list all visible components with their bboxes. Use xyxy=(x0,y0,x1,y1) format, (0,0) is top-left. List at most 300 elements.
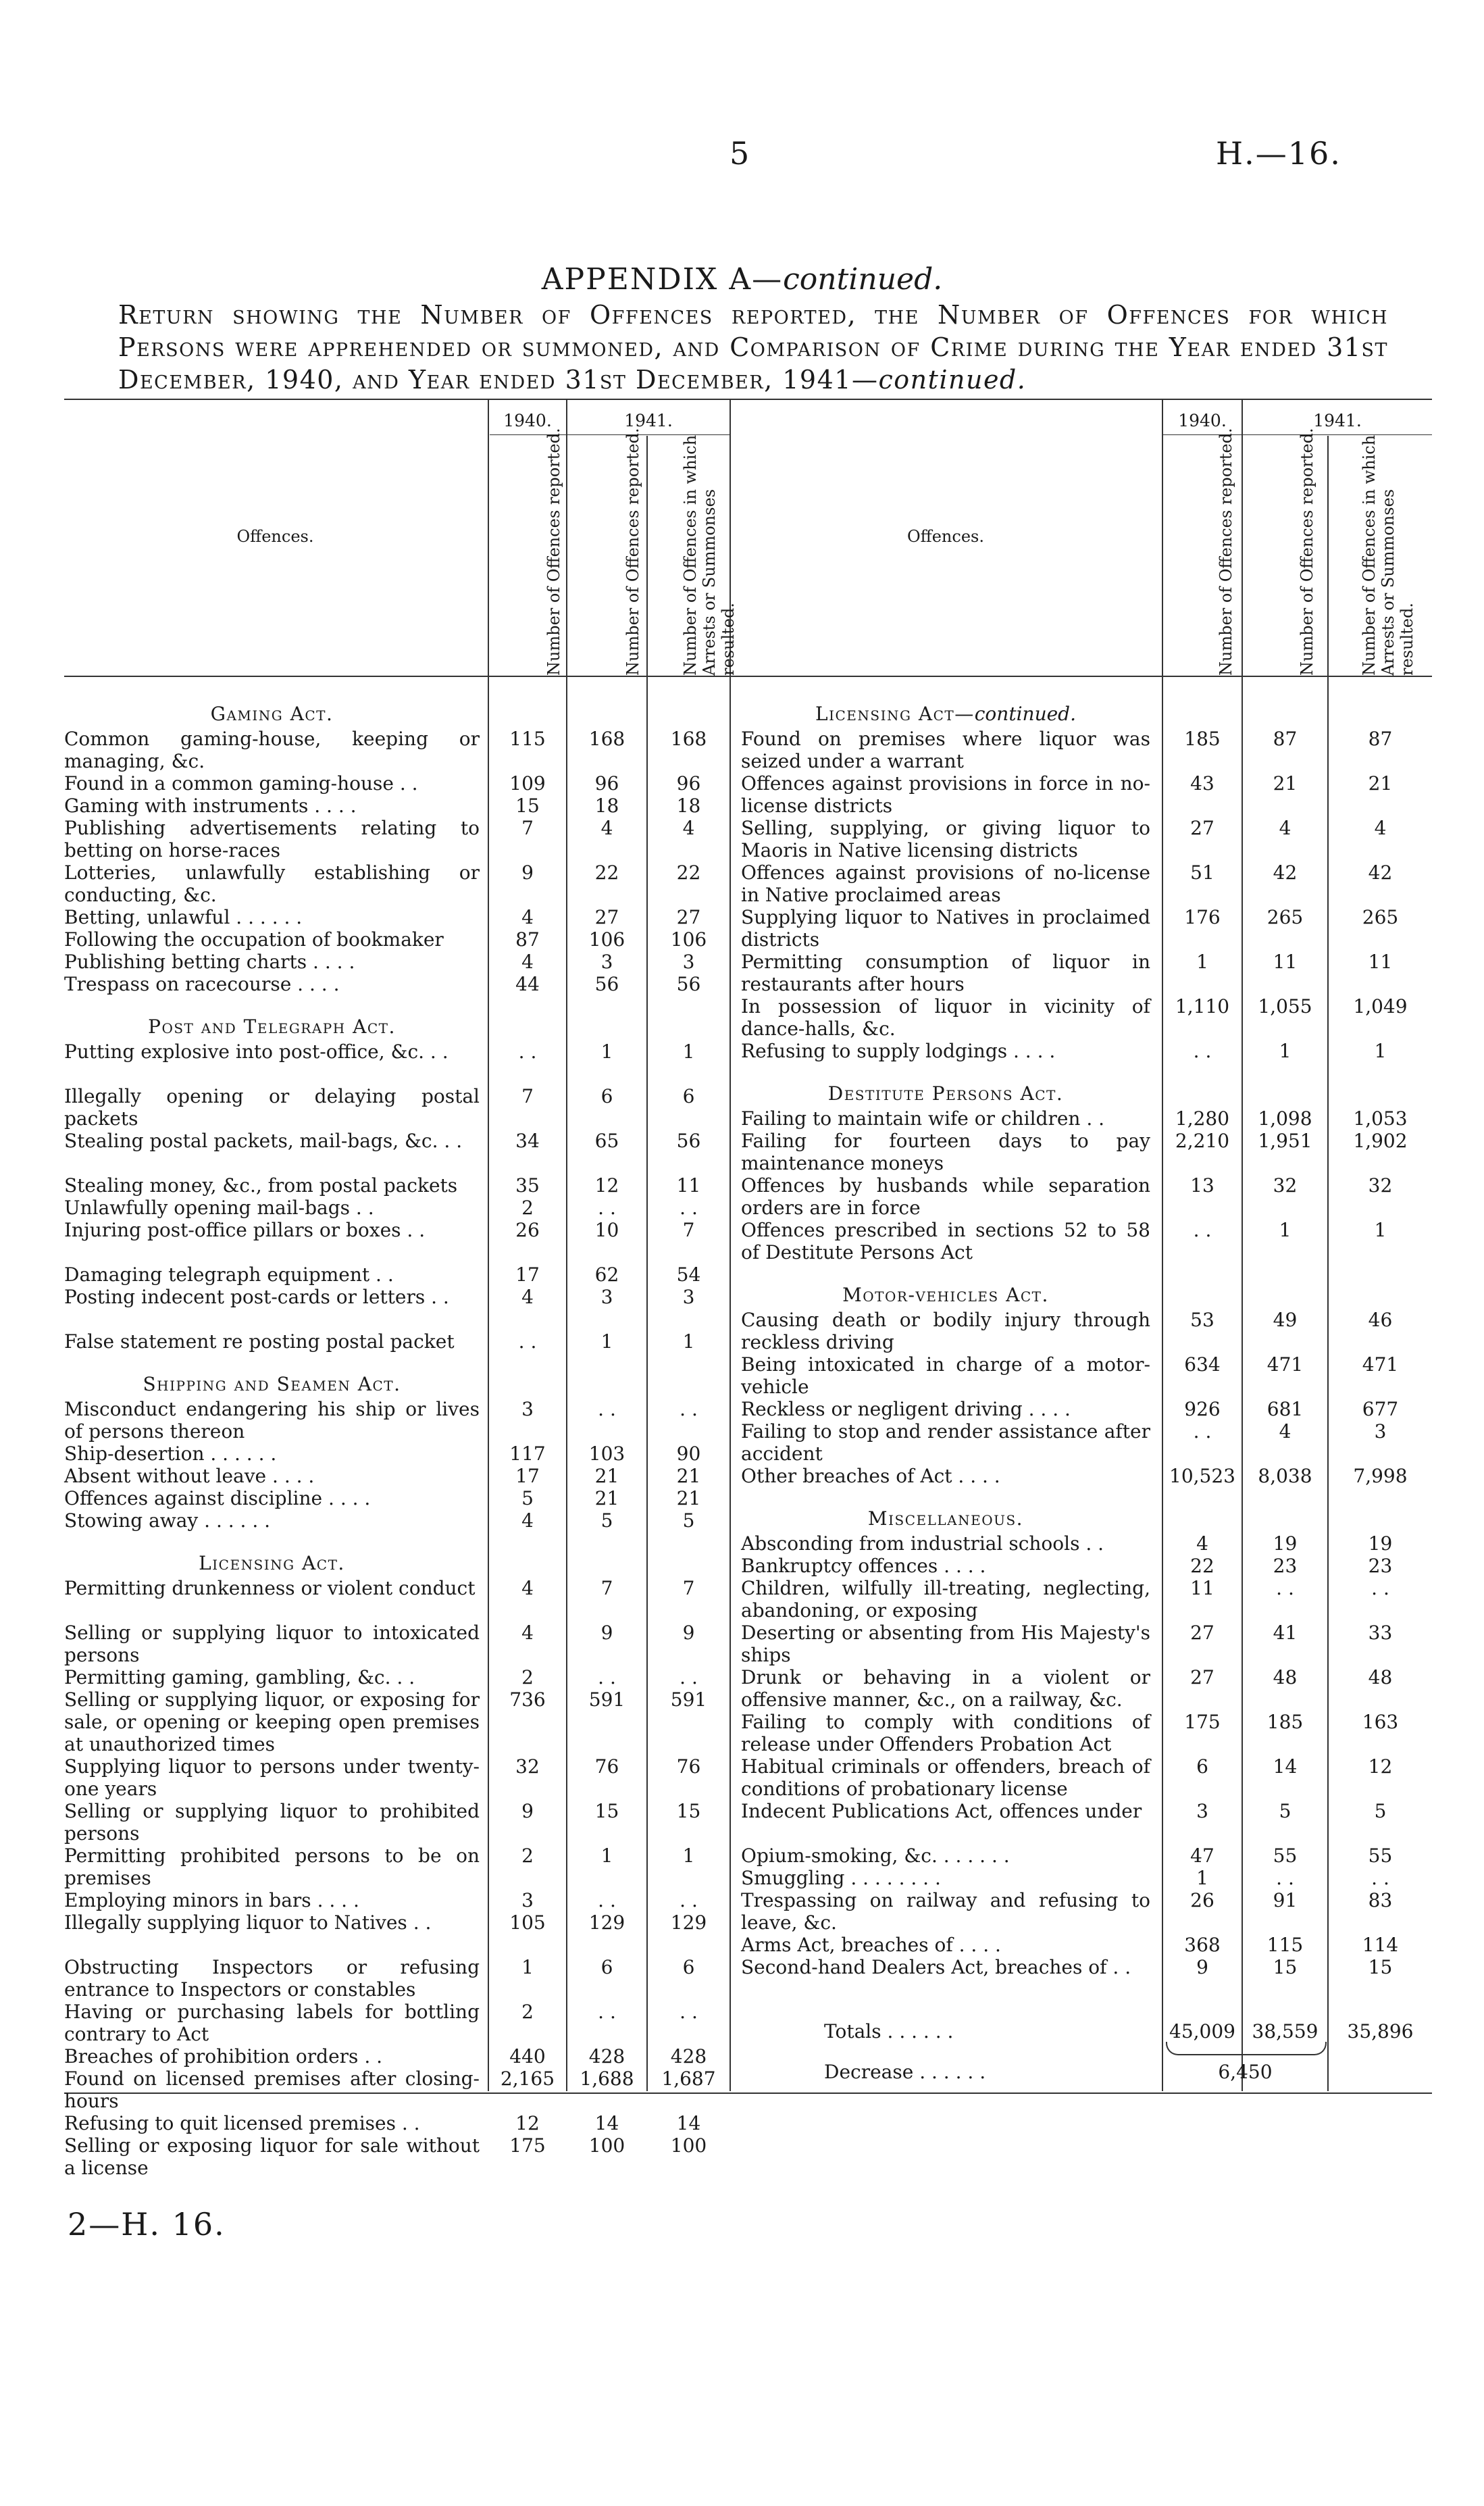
offences-1940: . . xyxy=(518,1041,537,1063)
offences-1941: 3 xyxy=(600,1286,613,1308)
offence-name: Opium-smoking, &c. . . . . . . xyxy=(741,1845,1010,1867)
offences-1941: 1 xyxy=(1279,1040,1291,1062)
offences-1941: 23 xyxy=(1273,1555,1298,1577)
offence-name: Reckless or negligent driving . . . . xyxy=(741,1398,1071,1420)
offence-name: Putting explosive into post-office, &c. . . xyxy=(64,1041,449,1063)
offence-name: Failing to maintain wife or children . . xyxy=(741,1107,1105,1130)
offences-1940: 2 xyxy=(521,1845,534,1867)
resulted-1941-header-left: Number of Offences in which Arrests or Summonses resulted. xyxy=(681,434,738,676)
offence-name: Found in a common gaming-house . . xyxy=(64,772,418,795)
offences-1941: . . xyxy=(598,1398,616,1420)
appendix-label: APPENDIX A— xyxy=(541,262,784,297)
offences-resulted: 21 xyxy=(676,1487,701,1509)
offences-resulted: 15 xyxy=(676,1800,701,1822)
section-title-text: Licensing Act— xyxy=(815,703,975,725)
offences-1941: 5 xyxy=(600,1509,613,1532)
offence-name: Gaming with instruments . . . . xyxy=(64,795,357,817)
offences-1941: 22 xyxy=(594,861,619,884)
offences-resulted: 428 xyxy=(670,2045,707,2068)
offence-name: Offences by husbands while separation orders are in force xyxy=(741,1174,1150,1219)
section-title-text: Shipping and Seamen Act. xyxy=(143,1373,401,1395)
totals-1940: 45,009 xyxy=(1169,2020,1235,2043)
section-title xyxy=(64,1552,480,1574)
offence-name: False statement re posting postal packet xyxy=(64,1330,455,1353)
offence-name: Failing for fourteen days to pay maintenance moneys xyxy=(741,1130,1150,1174)
offences-resulted: 11 xyxy=(1368,951,1393,973)
offences-1941: 3 xyxy=(600,951,613,973)
section-title-text: Destitute Persons Act. xyxy=(827,1082,1064,1105)
offences-1940: 634 xyxy=(1184,1353,1221,1376)
offence-name: Arms Act, breaches of . . . . xyxy=(741,1934,1001,1956)
offences-resulted: 96 xyxy=(676,772,701,795)
year-1941-right: 1941. xyxy=(1313,411,1362,430)
offence-name: Found on licensed premises after closing-hours xyxy=(64,2068,480,2112)
offences-resulted: 54 xyxy=(676,1263,701,1286)
offence-name: Employing minors in bars . . . . xyxy=(64,1889,359,1911)
offences-1940: 53 xyxy=(1190,1309,1214,1331)
offences-1941: 65 xyxy=(594,1130,619,1152)
offences-1940: 926 xyxy=(1184,1398,1221,1420)
offence-name: Smuggling . . . . . . . . xyxy=(741,1867,941,1889)
offences-1941: 1 xyxy=(1279,1219,1291,1241)
offences-1940: 51 xyxy=(1190,861,1214,884)
section-title-text: Gaming Act. xyxy=(210,703,334,725)
offences-resulted: 12 xyxy=(1368,1755,1393,1778)
offence-name: Offences against provisions of no-license in Native proclaimed areas xyxy=(741,861,1150,906)
offences-1940: 4 xyxy=(521,1622,534,1644)
offence-name: Breaches of prohibition orders . . xyxy=(64,2045,383,2068)
offences-1940: 26 xyxy=(1190,1889,1214,1911)
year-1940-left: 1940. xyxy=(503,411,552,430)
offences-1941: . . xyxy=(598,1197,616,1219)
offences-1941: 9 xyxy=(600,1622,613,1644)
offences-resulted: 4 xyxy=(682,817,695,839)
offences-1940: 6 xyxy=(1196,1755,1208,1778)
offence-name: Unlawfully opening mail-bags . . xyxy=(64,1197,374,1219)
offences-1941: . . xyxy=(1276,1867,1294,1889)
offences-1940: 3 xyxy=(521,1889,534,1911)
section-title-text: Post and Telegraph Act. xyxy=(148,1016,396,1038)
offences-1940: 1,110 xyxy=(1175,995,1230,1018)
offences-resulted: 3 xyxy=(1374,1420,1387,1443)
offences-resulted: 33 xyxy=(1368,1622,1393,1644)
offences-1941: 1,951 xyxy=(1258,1130,1312,1152)
decrease-value: 6,450 xyxy=(1218,2061,1273,2083)
offences-1940: 13 xyxy=(1190,1174,1214,1197)
offences-1940: 175 xyxy=(1184,1711,1221,1733)
offences-1940: 368 xyxy=(1184,1934,1221,1956)
offences-1941: 32 xyxy=(1273,1174,1298,1197)
offences-1940: . . xyxy=(1193,1219,1212,1241)
offences-resulted: 1 xyxy=(682,1330,695,1353)
offences-1940: 736 xyxy=(509,1688,546,1711)
offences-1940: 44 xyxy=(515,973,540,995)
offences-1941: 428 xyxy=(588,2045,625,2068)
section-title xyxy=(741,703,1150,725)
section-title xyxy=(64,703,480,725)
offences-1941: 6 xyxy=(600,1085,613,1107)
offence-name: In possession of liquor in vicinity of dance-halls, &c. xyxy=(741,995,1150,1040)
offences-1941: 6 xyxy=(600,1956,613,1978)
offence-name: Causing death or bodily injury through reckless driving xyxy=(741,1309,1150,1353)
offences-resulted: 5 xyxy=(1374,1800,1387,1822)
offences-1940: 4 xyxy=(521,1577,534,1599)
offences-1941: 19 xyxy=(1273,1532,1298,1555)
offences-1941: 91 xyxy=(1273,1889,1298,1911)
offences-resulted: 7,998 xyxy=(1353,1465,1408,1487)
offences-1941: . . xyxy=(598,1666,616,1688)
offences-1941: 1 xyxy=(600,1041,613,1063)
offences-1941: . . xyxy=(598,2001,616,2023)
offences-1940: 1,280 xyxy=(1175,1107,1230,1130)
offences-resulted: 1 xyxy=(682,1041,695,1063)
offence-name: Injuring post-office pillars or boxes . . xyxy=(64,1219,426,1241)
reported-1941-header-left: Number of Offences reported. xyxy=(623,428,642,676)
offences-1940: 34 xyxy=(515,1130,540,1152)
offences-resulted: . . xyxy=(680,2001,698,2023)
offences-resulted: 23 xyxy=(1368,1555,1393,1577)
offences-resulted: 591 xyxy=(670,1688,707,1711)
appendix-continued: continued. xyxy=(783,262,943,297)
year-1941-left: 1941. xyxy=(624,411,673,430)
offences-1941: 56 xyxy=(594,973,619,995)
header-bottom-rule xyxy=(64,676,1432,677)
offences-1940: 17 xyxy=(515,1465,540,1487)
offences-1940: 109 xyxy=(509,772,546,795)
offences-resulted: 677 xyxy=(1362,1398,1399,1420)
offences-1940: 2 xyxy=(521,1197,534,1219)
offences-resulted: 15 xyxy=(1368,1956,1393,1978)
offences-resulted: 46 xyxy=(1368,1309,1393,1331)
offences-1941: 12 xyxy=(594,1174,619,1197)
offences-1940: 35 xyxy=(515,1174,540,1197)
offences-1941: 5 xyxy=(1279,1800,1291,1822)
offences-1940: 4 xyxy=(521,951,534,973)
offences-1940: 43 xyxy=(1190,772,1214,795)
offence-name: Indecent Publications Act, offences under xyxy=(741,1800,1142,1822)
offence-name: Lotteries, unlawfully establishing or conducting, &c. xyxy=(64,861,480,906)
offences-1941: 76 xyxy=(594,1755,619,1778)
offences-resulted: 1,687 xyxy=(661,2068,716,2090)
offences-resulted: . . xyxy=(680,1398,698,1420)
page-footer: 2—H. 16. xyxy=(68,2206,226,2242)
offence-name: Common gaming-house, keeping or managing, &c. xyxy=(64,728,480,772)
offences-1940: 9 xyxy=(1196,1956,1208,1978)
offence-name: Children, wilfully ill-treating, neglecting, abandoning, or exposing xyxy=(741,1577,1150,1622)
offences-1940: 176 xyxy=(1184,906,1221,928)
offences-1941: 100 xyxy=(588,2134,625,2157)
offences-resulted: 11 xyxy=(676,1174,701,1197)
offence-name: Publishing advertisements relating to betting on horse-races xyxy=(64,817,480,861)
offences-1941: 115 xyxy=(1266,1934,1304,1956)
offence-name: Absconding from industrial schools . . xyxy=(741,1532,1104,1555)
offences-1940: 9 xyxy=(521,1800,534,1822)
offences-header-left: Offences. xyxy=(236,527,314,546)
offences-resulted: 9 xyxy=(682,1622,695,1644)
section-title xyxy=(64,1016,480,1038)
section-title xyxy=(64,1373,480,1395)
resulted-1941-header-right: Number of Offences in which Arrests or Summonses resulted. xyxy=(1360,434,1416,676)
offences-1941: 1,098 xyxy=(1258,1107,1312,1130)
table-title xyxy=(118,299,1388,396)
offences-1941: 62 xyxy=(594,1263,619,1286)
section-title-text: Licensing Act. xyxy=(199,1552,345,1574)
offences-1940: 4 xyxy=(521,906,534,928)
offences-1940: 12 xyxy=(515,2112,540,2134)
offences-resulted: 1 xyxy=(1374,1219,1387,1241)
offence-name: Selling or supplying liquor to prohibited persons xyxy=(64,1800,480,1845)
offences-resulted: 6 xyxy=(682,1956,695,1978)
offences-1940: 27 xyxy=(1190,1666,1214,1688)
offence-name: Refusing to quit licensed premises . . xyxy=(64,2112,420,2134)
col-line-r1 xyxy=(1162,399,1163,2091)
offences-resulted: 6 xyxy=(682,1085,695,1107)
offence-name: Failing to stop and render assistance after accident xyxy=(741,1420,1150,1465)
offences-resulted: 7 xyxy=(682,1219,695,1241)
reported-1940-header-right: Number of Offences reported. xyxy=(1217,428,1235,676)
offences-1941: 27 xyxy=(594,906,619,928)
offence-name: Offences prescribed in sections 52 to 58 of Destitute Persons Act xyxy=(741,1219,1150,1263)
section-title xyxy=(741,1507,1150,1530)
offences-1940: 15 xyxy=(515,795,540,817)
totals-label: Totals . . . . . . xyxy=(824,2020,954,2043)
offence-name: Stealing money, &c., from postal packets xyxy=(64,1174,458,1197)
offence-name: Bankruptcy offences . . . . xyxy=(741,1555,986,1577)
offences-resulted: 76 xyxy=(676,1755,701,1778)
offences-resulted: 168 xyxy=(670,728,707,750)
appendix-heading xyxy=(0,262,1484,297)
offences-1941: 48 xyxy=(1273,1666,1298,1688)
reported-1941-header-right: Number of Offences reported. xyxy=(1298,428,1316,676)
offence-name: Stowing away . . . . . . xyxy=(64,1509,271,1532)
offence-name: Permitting gaming, gambling, &c. . . xyxy=(64,1666,415,1688)
offence-name: Being intoxicated in charge of a motor-vehicle xyxy=(741,1353,1150,1398)
offences-resulted: 114 xyxy=(1362,1934,1399,1956)
offences-1941: 7 xyxy=(600,1577,613,1599)
offence-name: Absent without leave . . . . xyxy=(64,1465,315,1487)
offences-1940: 7 xyxy=(521,817,534,839)
offences-1941: . . xyxy=(1276,1577,1294,1599)
offences-1940: 27 xyxy=(1190,1622,1214,1644)
offences-1941: 4 xyxy=(1279,817,1291,839)
offences-resulted: 18 xyxy=(676,795,701,817)
offence-name: Permitting consumption of liquor in restaurants after hours xyxy=(741,951,1150,995)
offences-1940: 117 xyxy=(509,1443,546,1465)
offences-1941: 42 xyxy=(1273,861,1298,884)
offences-1941: 168 xyxy=(588,728,625,750)
offence-name: Selling or exposing liquor for sale without a license xyxy=(64,2134,480,2179)
offences-1940: 9 xyxy=(521,861,534,884)
offence-name: Other breaches of Act . . . . xyxy=(741,1465,1000,1487)
offences-1941: 18 xyxy=(594,795,619,817)
offences-1940: 2 xyxy=(521,2001,534,2023)
table-title-continued: continued. xyxy=(878,365,1027,395)
offence-name: Found on premises where liquor was seized under a warrant xyxy=(741,728,1150,772)
offences-resulted: 14 xyxy=(676,2112,701,2134)
offences-1940: 105 xyxy=(509,1911,546,1934)
offences-1940: 1 xyxy=(1196,1867,1208,1889)
offence-name: Supplying liquor to persons under twenty-one years xyxy=(64,1755,480,1800)
offences-1940: 175 xyxy=(509,2134,546,2157)
offences-1941: 87 xyxy=(1273,728,1298,750)
offences-1940: 11 xyxy=(1190,1577,1214,1599)
totals-1941: 38,559 xyxy=(1252,2020,1319,2043)
offences-1940: 27 xyxy=(1190,817,1214,839)
offences-1941: 8,038 xyxy=(1258,1465,1312,1487)
offences-1941: 41 xyxy=(1273,1622,1298,1644)
offences-1941: 106 xyxy=(588,928,625,951)
section-title-text: Motor-vehicles Act. xyxy=(842,1284,1049,1306)
offences-1941: 681 xyxy=(1266,1398,1304,1420)
offences-resulted: 48 xyxy=(1368,1666,1393,1688)
offence-name: Selling or supplying liquor to intoxicated persons xyxy=(64,1622,480,1666)
offences-1941: 49 xyxy=(1273,1309,1298,1331)
offences-resulted: 3 xyxy=(682,951,695,973)
offences-1941: 591 xyxy=(588,1688,625,1711)
offences-resulted: 1,053 xyxy=(1353,1107,1408,1130)
offence-name: Illegally opening or delaying postal packets xyxy=(64,1085,480,1130)
offence-name: Habitual criminals or offenders, breach of conditions of probationary license xyxy=(741,1755,1150,1800)
section-title xyxy=(741,1082,1150,1105)
offence-name: Obstructing Inspectors or refusing entrance to Inspectors or constables xyxy=(64,1956,480,2001)
section-title-suffix: continued. xyxy=(974,703,1076,725)
offences-1940: 7 xyxy=(521,1085,534,1107)
totals-resulted: 35,896 xyxy=(1347,2020,1414,2043)
offences-resulted: . . xyxy=(1371,1577,1389,1599)
offence-name: Posting indecent post-cards or letters . . xyxy=(64,1286,449,1308)
offences-1941: 129 xyxy=(588,1911,625,1934)
offences-resulted: 1 xyxy=(1374,1040,1387,1062)
offence-name: Following the occupation of bookmaker xyxy=(64,928,444,951)
offence-name: Failing to comply with conditions of release under Offenders Probation Act xyxy=(741,1711,1150,1755)
offences-resulted: 471 xyxy=(1362,1353,1399,1376)
offences-1940: 440 xyxy=(509,2045,546,2068)
offences-1940: 1 xyxy=(1196,951,1208,973)
col-line-l1 xyxy=(488,399,489,2091)
offences-1940: 47 xyxy=(1190,1845,1214,1867)
section-title-text: Miscellaneous. xyxy=(867,1507,1024,1530)
offence-name: Drunk or behaving in a violent or offensive manner, &c., on a railway, &c. xyxy=(741,1666,1150,1711)
offences-1940: 87 xyxy=(515,928,540,951)
offences-1940: 1 xyxy=(521,1956,534,1978)
offences-resulted: 87 xyxy=(1368,728,1393,750)
offence-name: Trespass on racecourse . . . . xyxy=(64,973,340,995)
offences-1940: 32 xyxy=(515,1755,540,1778)
offences-1941: . . xyxy=(598,1889,616,1911)
offences-resulted: 265 xyxy=(1362,906,1399,928)
offence-name: Permitting prohibited persons to be on premises xyxy=(64,1845,480,1889)
offence-name: Selling, supplying, or giving liquor to Maoris in Native licensing districts xyxy=(741,817,1150,861)
offence-name: Misconduct endangering his ship or lives of persons thereon xyxy=(64,1398,480,1443)
offences-resulted: 106 xyxy=(670,928,707,951)
offences-1941: 103 xyxy=(588,1443,625,1465)
offences-header-right: Offences. xyxy=(907,527,984,546)
offences-1941: 1,055 xyxy=(1258,995,1312,1018)
offences-1941: 1,688 xyxy=(580,2068,634,2090)
document-reference: H.—16. xyxy=(1216,135,1341,172)
offences-resulted: 1,049 xyxy=(1353,995,1408,1018)
offences-1940: . . xyxy=(1193,1420,1212,1443)
offences-1941: 4 xyxy=(1279,1420,1291,1443)
offences-resulted: 27 xyxy=(676,906,701,928)
offences-resulted: 1,902 xyxy=(1353,1130,1408,1152)
offence-name: Offences against provisions in force in no-license districts xyxy=(741,772,1150,817)
offences-resulted: 32 xyxy=(1368,1174,1393,1197)
offences-1941: 1 xyxy=(600,1330,613,1353)
offences-1940: . . xyxy=(518,1330,537,1353)
offences-resulted: 129 xyxy=(670,1911,707,1934)
offences-1941: 15 xyxy=(594,1800,619,1822)
offences-1940: 22 xyxy=(1190,1555,1214,1577)
offences-resulted: 56 xyxy=(676,973,701,995)
offences-resulted: 83 xyxy=(1368,1889,1393,1911)
offences-resulted: 3 xyxy=(682,1286,695,1308)
offence-name: Second-hand Dealers Act, breaches of . . xyxy=(741,1956,1131,1978)
offences-resulted: 21 xyxy=(676,1465,701,1487)
offence-name: Ship-desertion . . . . . . xyxy=(64,1443,277,1465)
offences-resulted: 90 xyxy=(676,1443,701,1465)
offences-1941: 21 xyxy=(594,1487,619,1509)
offences-1940: 17 xyxy=(515,1263,540,1286)
offence-name: Supplying liquor to Natives in proclaimed districts xyxy=(741,906,1150,951)
offences-1940: 2,210 xyxy=(1175,1130,1230,1152)
offences-1941: 21 xyxy=(1273,772,1298,795)
col-line-r3 xyxy=(1327,436,1329,2091)
table-title-text: Return showing the Number of Offences reported, the Number of Offences for which Persons were apprehended or summoned, and Comparison of Crime during the Year ended 31st December, 1940, and Year ended 31st December, 1941— xyxy=(118,300,1388,395)
offences-1940: 185 xyxy=(1184,728,1221,750)
offences-1941: 471 xyxy=(1266,1353,1304,1376)
offence-name: Illegally supplying liquor to Natives . . xyxy=(64,1911,432,1934)
offence-name: Deserting or absenting from His Majesty's ships xyxy=(741,1622,1150,1666)
offences-1940: 26 xyxy=(515,1219,540,1241)
offences-resulted: 163 xyxy=(1362,1711,1399,1733)
offences-1941: 11 xyxy=(1273,951,1298,973)
offences-resulted: 100 xyxy=(670,2134,707,2157)
offence-name: Damaging telegraph equipment . . xyxy=(64,1263,394,1286)
offences-resulted: 56 xyxy=(676,1130,701,1152)
offences-1940: 2 xyxy=(521,1666,534,1688)
offences-1941: 4 xyxy=(600,817,613,839)
offences-1941: 21 xyxy=(594,1465,619,1487)
reported-1940-header-left: Number of Offences reported. xyxy=(544,428,563,676)
offences-1941: 15 xyxy=(1273,1956,1298,1978)
offences-1940: 3 xyxy=(1196,1800,1208,1822)
offences-resulted: . . xyxy=(1371,1867,1389,1889)
offences-1940: 4 xyxy=(521,1509,534,1532)
offences-1941: 265 xyxy=(1266,906,1304,928)
offences-resulted: 7 xyxy=(682,1577,695,1599)
offences-1940: 10,523 xyxy=(1169,1465,1235,1487)
offences-1940: 5 xyxy=(521,1487,534,1509)
decrease-brace xyxy=(1166,2042,1327,2055)
offences-1941: 10 xyxy=(594,1219,619,1241)
offences-resulted: . . xyxy=(680,1197,698,1219)
offences-resulted: 4 xyxy=(1374,817,1387,839)
offences-1940: 115 xyxy=(509,728,546,750)
offences-resulted: . . xyxy=(680,1666,698,1688)
offences-1940: . . xyxy=(1193,1040,1212,1062)
offences-1941: 1 xyxy=(600,1845,613,1867)
offences-1941: 55 xyxy=(1273,1845,1298,1867)
offences-resulted: 22 xyxy=(676,861,701,884)
offences-resulted: 5 xyxy=(682,1509,695,1532)
offences-1941: 96 xyxy=(594,772,619,795)
offences-1940: 4 xyxy=(521,1286,534,1308)
offence-name: Stealing postal packets, mail-bags, &c. . . xyxy=(64,1130,463,1152)
offences-resulted: 55 xyxy=(1368,1845,1393,1867)
offences-resulted: 19 xyxy=(1368,1532,1393,1555)
section-title xyxy=(741,1284,1150,1306)
